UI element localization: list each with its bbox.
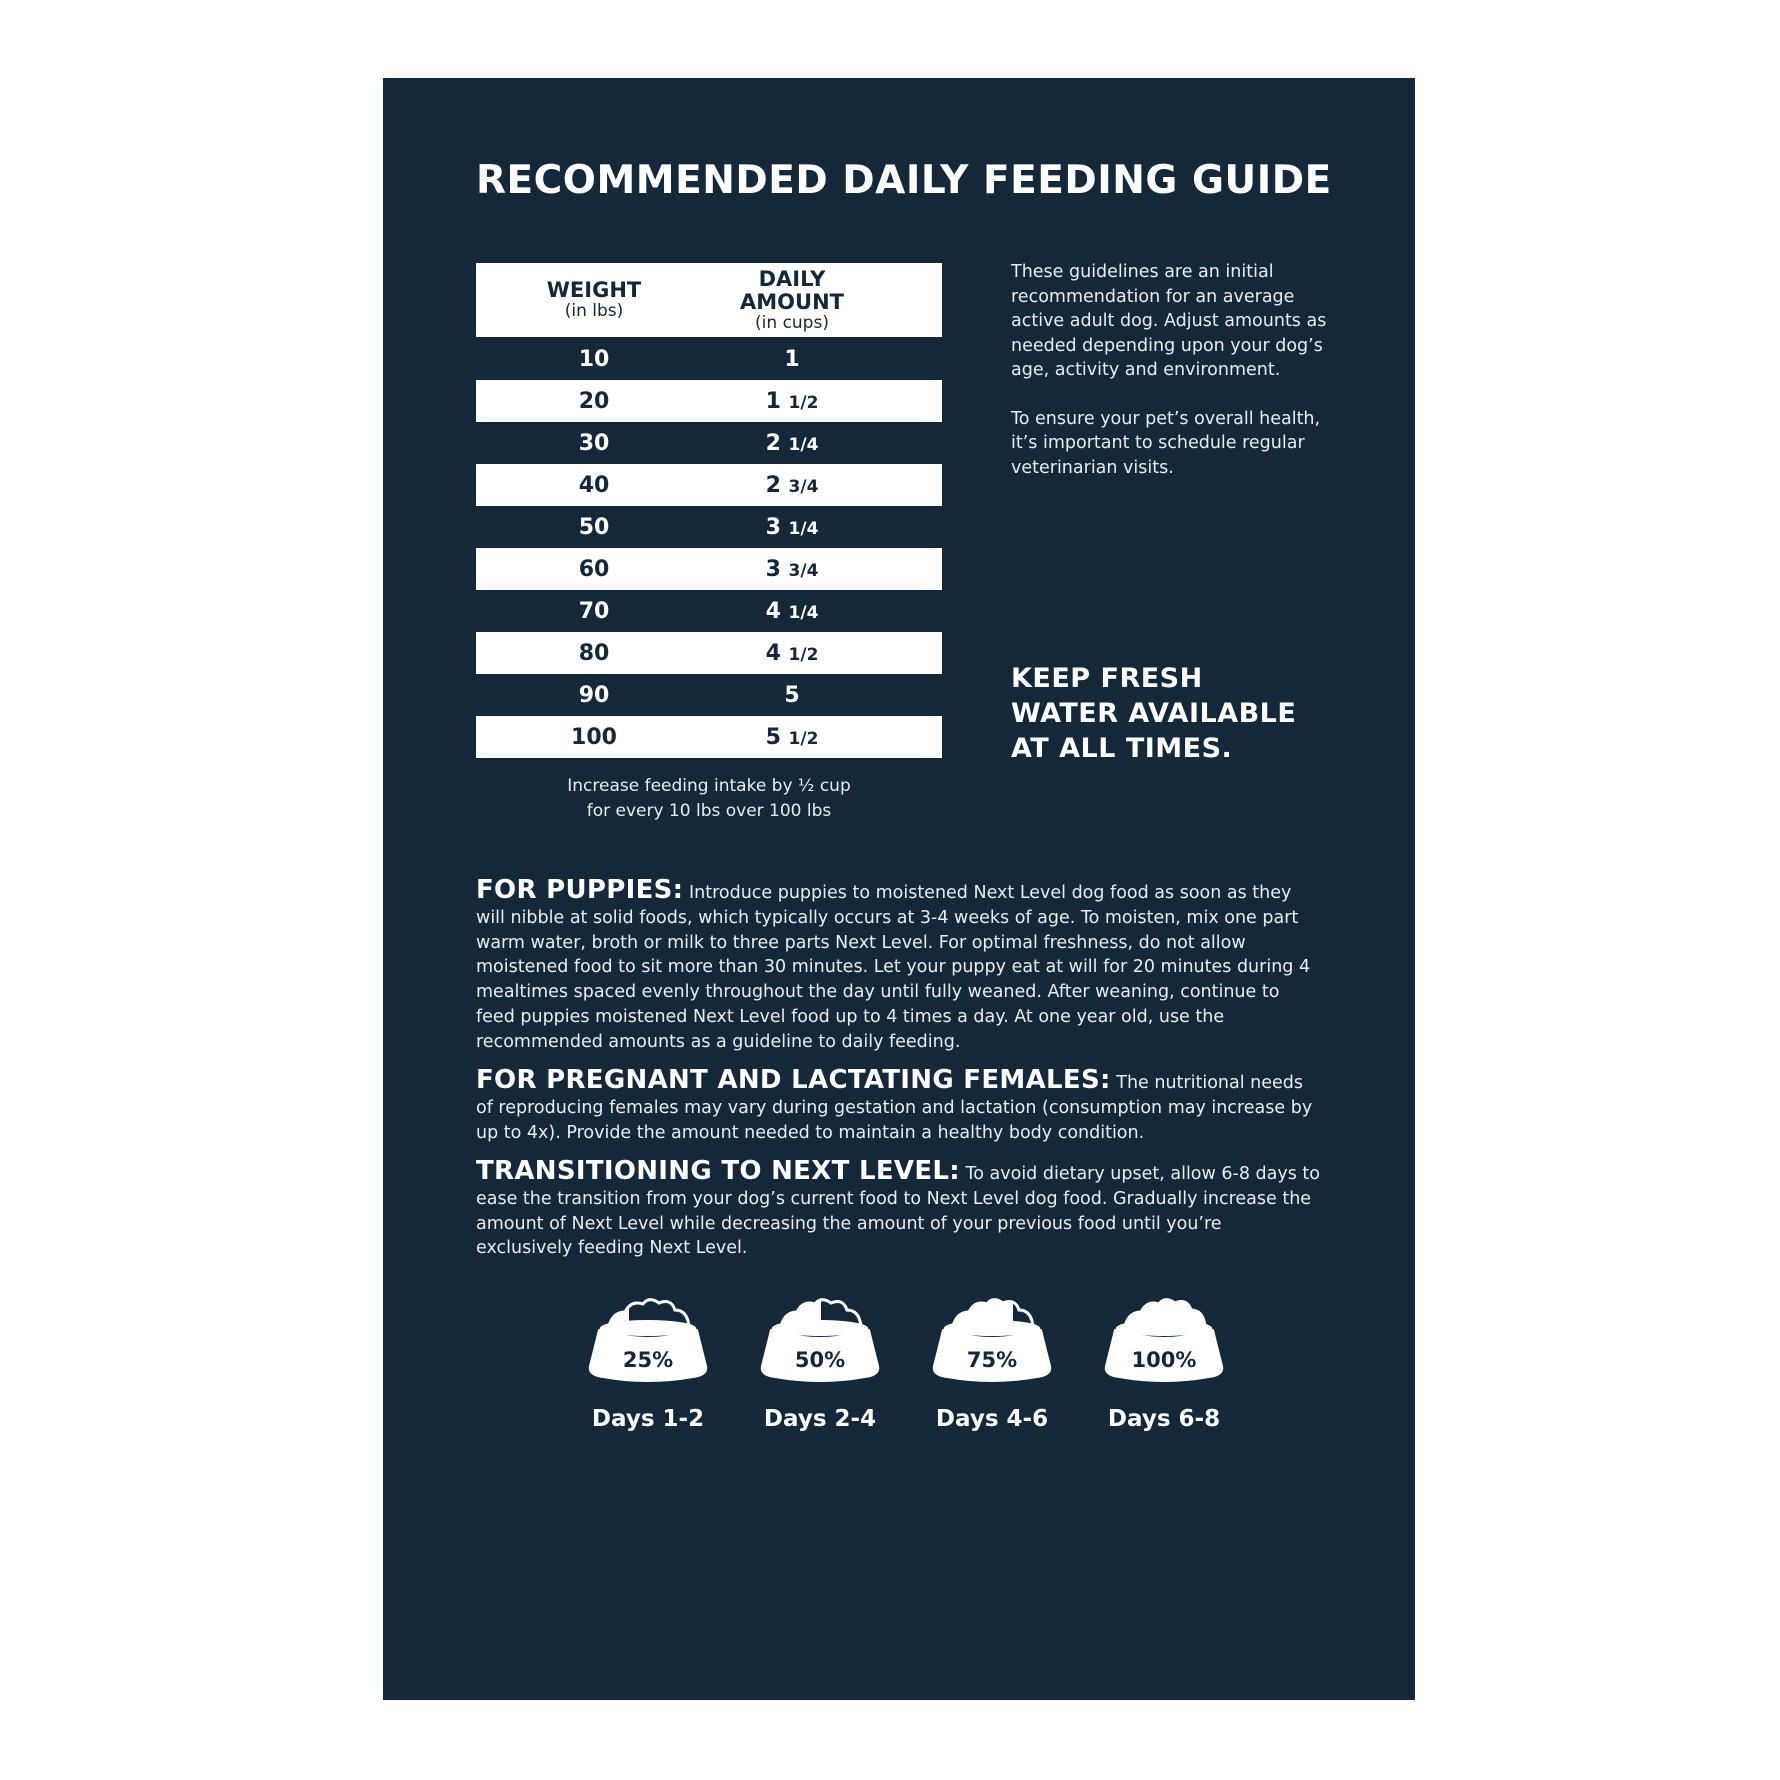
amount-whole: 1 xyxy=(765,388,781,414)
puppies-body: Introduce puppies to moistened Next Level dog food as soon as they will nibble at solid foods, which typically occurs at 3-4 weeks of age. To moisten, mix one part warm water, broth or milk to three parts Next Level. For optimal freshness, do not allow moistened food to sit more than 30 minutes. Let your puppy eat at will for 20 minutes during 4 mealtimes spaced evenly throughout the day until fully weaned. After weaning, continue to feed puppies moistened Next Level food up to 4 times a day. At one year old, use the recommended amounts as a guideline to daily feeding. xyxy=(476,883,1311,1052)
amount-whole: 1 xyxy=(784,346,800,372)
bowl-percent: 75% xyxy=(966,1348,1018,1372)
table-row xyxy=(476,506,942,548)
amount-whole: 3 xyxy=(765,514,781,540)
dog-bowl-icon xyxy=(755,1296,885,1386)
table-row xyxy=(476,422,942,464)
page-title: RECOMMENDED DAILY FEEDING GUIDE xyxy=(476,158,1332,203)
transition-body: To avoid dietary upset, allow 6-8 days to ease the transition from your dog’s current food to Next Level dog food. Gradually increase the amount of Next Level while decreasing the amount of your previous food until you’re exclusively feeding Next Level. xyxy=(476,1164,1320,1259)
bowl-percent: 25% xyxy=(622,1348,674,1372)
amount-cell xyxy=(712,515,872,540)
bowl-days: Days 4-6 xyxy=(935,1406,1049,1432)
table-row xyxy=(476,338,942,380)
feeding-table xyxy=(476,263,942,758)
table-row xyxy=(476,632,942,674)
weight-cell: 30 xyxy=(578,430,610,456)
guideline-paragraph-1: These guidelines are an initial recommendation for an average active adult dog. Adjust amounts as needed depending upon your dog’s age, activity and environment. xyxy=(1011,262,1327,380)
amount-fraction: 1/4 xyxy=(788,602,819,623)
transition-heading: TRANSITIONING TO NEXT LEVEL: xyxy=(476,1156,960,1186)
amount-whole: 5 xyxy=(784,682,800,708)
table-header xyxy=(476,263,942,337)
bowl-step xyxy=(750,1296,890,1432)
amount-whole: 2 xyxy=(765,430,781,456)
transition-bowls xyxy=(578,1296,1221,1446)
puppies-section xyxy=(476,875,1322,1055)
bowl-step xyxy=(922,1296,1062,1432)
guideline-paragraph-2: To ensure your pet’s overall health, it’s important to schedule regular veterinarian visits. xyxy=(1011,408,1321,478)
feeding-guide-panel xyxy=(383,78,1415,1700)
weight-header-unit: (in lbs) xyxy=(564,301,624,322)
amount-whole: 4 xyxy=(765,640,781,666)
amount-cell xyxy=(712,599,872,624)
weight-cell: 10 xyxy=(578,346,610,372)
weight-header xyxy=(476,279,712,321)
puppies-heading: FOR PUPPIES: xyxy=(476,875,684,905)
bowl-days: Days 6-8 xyxy=(1107,1406,1221,1432)
bowl-step xyxy=(1094,1296,1234,1432)
dog-bowl-icon xyxy=(927,1296,1057,1386)
weight-cell: 70 xyxy=(578,598,610,624)
amount-cell xyxy=(712,557,872,582)
amount-cell xyxy=(712,389,872,414)
amount-cell xyxy=(712,683,872,708)
weight-cell: 20 xyxy=(578,388,610,414)
amount-fraction: 1/2 xyxy=(788,392,819,413)
fresh-water-notice: KEEP FRESH WATER AVAILABLE AT ALL TIMES. xyxy=(1011,663,1297,764)
table-row xyxy=(476,464,942,506)
amount-whole: 5 xyxy=(765,724,781,750)
weight-cell: 50 xyxy=(578,514,610,540)
bowl-step xyxy=(578,1296,718,1432)
weight-cell: 90 xyxy=(578,682,610,708)
weight-header-label: WEIGHT xyxy=(546,278,642,303)
table-note-line2: for every 10 lbs over 100 lbs xyxy=(586,801,832,821)
females-body: The nutritional needs of reproducing females may vary during gestation and lactation (consumption may increase by up to 4x). Provide the amount needed to maintain a healthy body condition. xyxy=(476,1073,1313,1143)
amount-fraction: 3/4 xyxy=(788,560,819,581)
weight-cell: 100 xyxy=(571,724,617,750)
weight-cell: 40 xyxy=(578,472,610,498)
table-row xyxy=(476,674,942,716)
amount-fraction: 1/2 xyxy=(788,644,819,665)
amount-whole: 4 xyxy=(765,598,781,624)
amount-cell xyxy=(712,641,872,666)
dog-bowl-icon xyxy=(583,1296,713,1386)
table-note-line1: Increase feeding intake by ½ cup xyxy=(567,776,851,796)
table-row xyxy=(476,716,942,758)
amount-fraction: 3/4 xyxy=(788,476,819,497)
amount-cell xyxy=(712,431,872,456)
table-row xyxy=(476,590,942,632)
bowl-days: Days 1-2 xyxy=(591,1406,705,1432)
amount-header-unit: (in cups) xyxy=(755,312,829,333)
amount-header-label: DAILY AMOUNT xyxy=(740,266,844,314)
amount-cell xyxy=(712,725,872,750)
amount-cell xyxy=(712,347,872,372)
transition-section xyxy=(476,1156,1322,1261)
amount-whole: 3 xyxy=(765,556,781,582)
amount-fraction: 1/4 xyxy=(788,518,819,539)
amount-whole: 2 xyxy=(765,472,781,498)
females-section xyxy=(476,1065,1322,1145)
bowl-days: Days 2-4 xyxy=(763,1406,877,1432)
guideline-text xyxy=(1011,260,1329,504)
amount-cell xyxy=(712,473,872,498)
weight-cell: 80 xyxy=(578,640,610,666)
table-note xyxy=(476,774,942,824)
amount-fraction: 1/4 xyxy=(788,434,819,455)
amount-header xyxy=(712,268,872,333)
dog-bowl-icon xyxy=(1099,1296,1229,1386)
table-row xyxy=(476,548,942,590)
females-heading: FOR PREGNANT AND LACTATING FEMALES: xyxy=(476,1065,1111,1095)
bowl-percent: 50% xyxy=(794,1348,846,1372)
table-row xyxy=(476,380,942,422)
bowl-percent: 100% xyxy=(1131,1348,1197,1372)
table-body xyxy=(476,338,942,758)
amount-fraction: 1/2 xyxy=(788,728,819,749)
weight-cell: 60 xyxy=(578,556,610,582)
